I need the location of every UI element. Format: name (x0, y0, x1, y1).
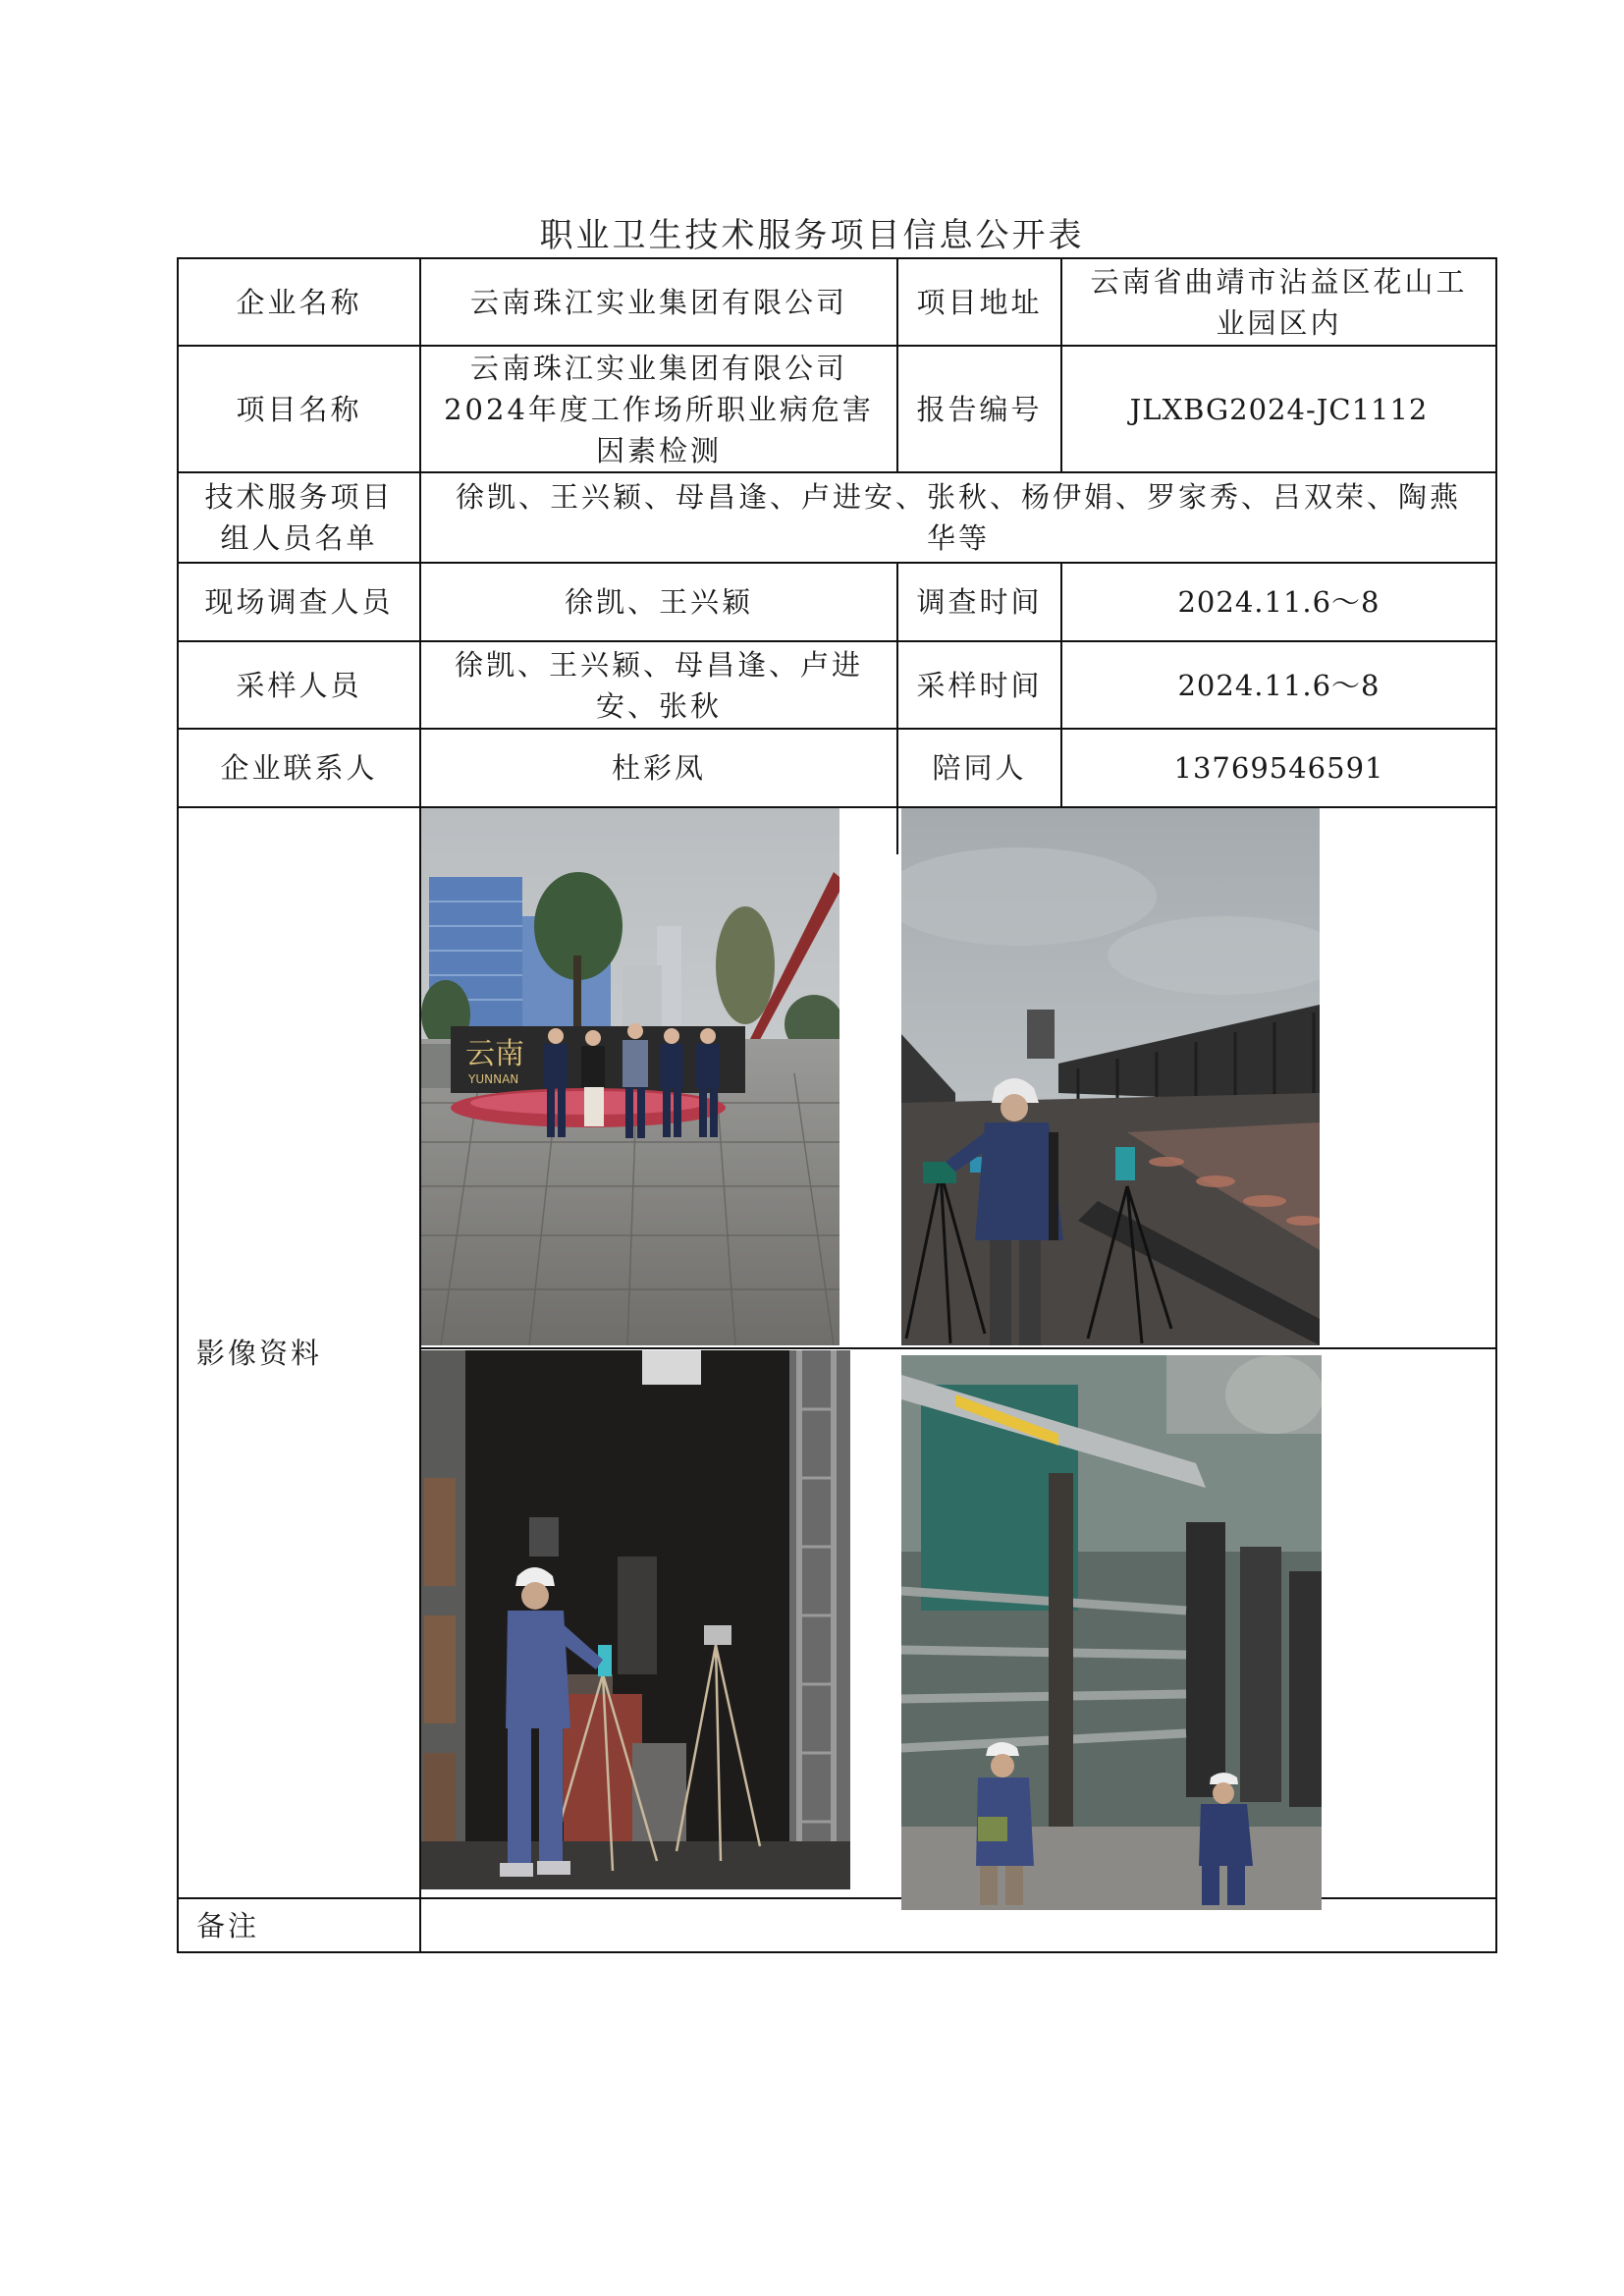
page-title: 职业卫生技术服务项目信息公开表 (539, 216, 1085, 255)
enterprise-name-label: 企业名称 (236, 285, 362, 319)
photo-sampling-pipes (901, 1355, 1322, 1910)
escort-value: 13769546591 (1173, 751, 1384, 785)
report-number-value: JLXBG2024-JC1112 (1129, 392, 1429, 426)
report-number-label: 报告编号 (916, 392, 1043, 426)
escort-label: 陪同人 (932, 751, 1027, 785)
sign-subtext: YUNNAN (468, 1072, 519, 1086)
remarks-label: 备注 (196, 1908, 260, 1942)
sampling-staff-value: 徐凯、王兴颖、母昌逢、卢进安、张秋 (454, 647, 863, 723)
project-name-value: 云南珠江实业集团有限公司2024年度工作场所职业病危害因素检测 (444, 351, 874, 467)
sampling-time-label: 采样时间 (916, 668, 1043, 702)
photo-sampling-outdoor (901, 808, 1320, 1345)
enterprise-name-value: 云南珠江实业集团有限公司 (469, 285, 847, 319)
sign-text: 云南 (465, 1037, 524, 1071)
survey-staff-label: 现场调查人员 (204, 585, 394, 619)
team-members-value: 徐凯、王兴颖、母昌逢、卢进安、张秋、杨伊娟、罗家秀、吕双荣、陶燕华等 (455, 480, 1461, 555)
contact-value: 杜彩凤 (611, 751, 706, 785)
project-address-value: 云南省曲靖市沾益区花山工业园区内 (1090, 264, 1468, 340)
sampling-staff-label: 采样人员 (236, 668, 362, 702)
photo-group-at-sign (421, 808, 839, 1345)
sampling-time-value: 2024.11.6～8 (1177, 668, 1380, 702)
survey-staff-value: 徐凯、王兴颖 (564, 585, 753, 619)
images-label: 影像资料 (196, 1336, 323, 1370)
team-members-label: 技术服务项目组人员名单 (204, 480, 394, 555)
project-address-label: 项目地址 (916, 285, 1043, 319)
project-name-label: 项目名称 (236, 392, 362, 426)
survey-time-label: 调查时间 (916, 585, 1043, 619)
survey-time-value: 2024.11.6～8 (1177, 585, 1380, 619)
contact-label: 企业联系人 (220, 751, 378, 785)
photo-sampling-workshop (421, 1350, 850, 1889)
